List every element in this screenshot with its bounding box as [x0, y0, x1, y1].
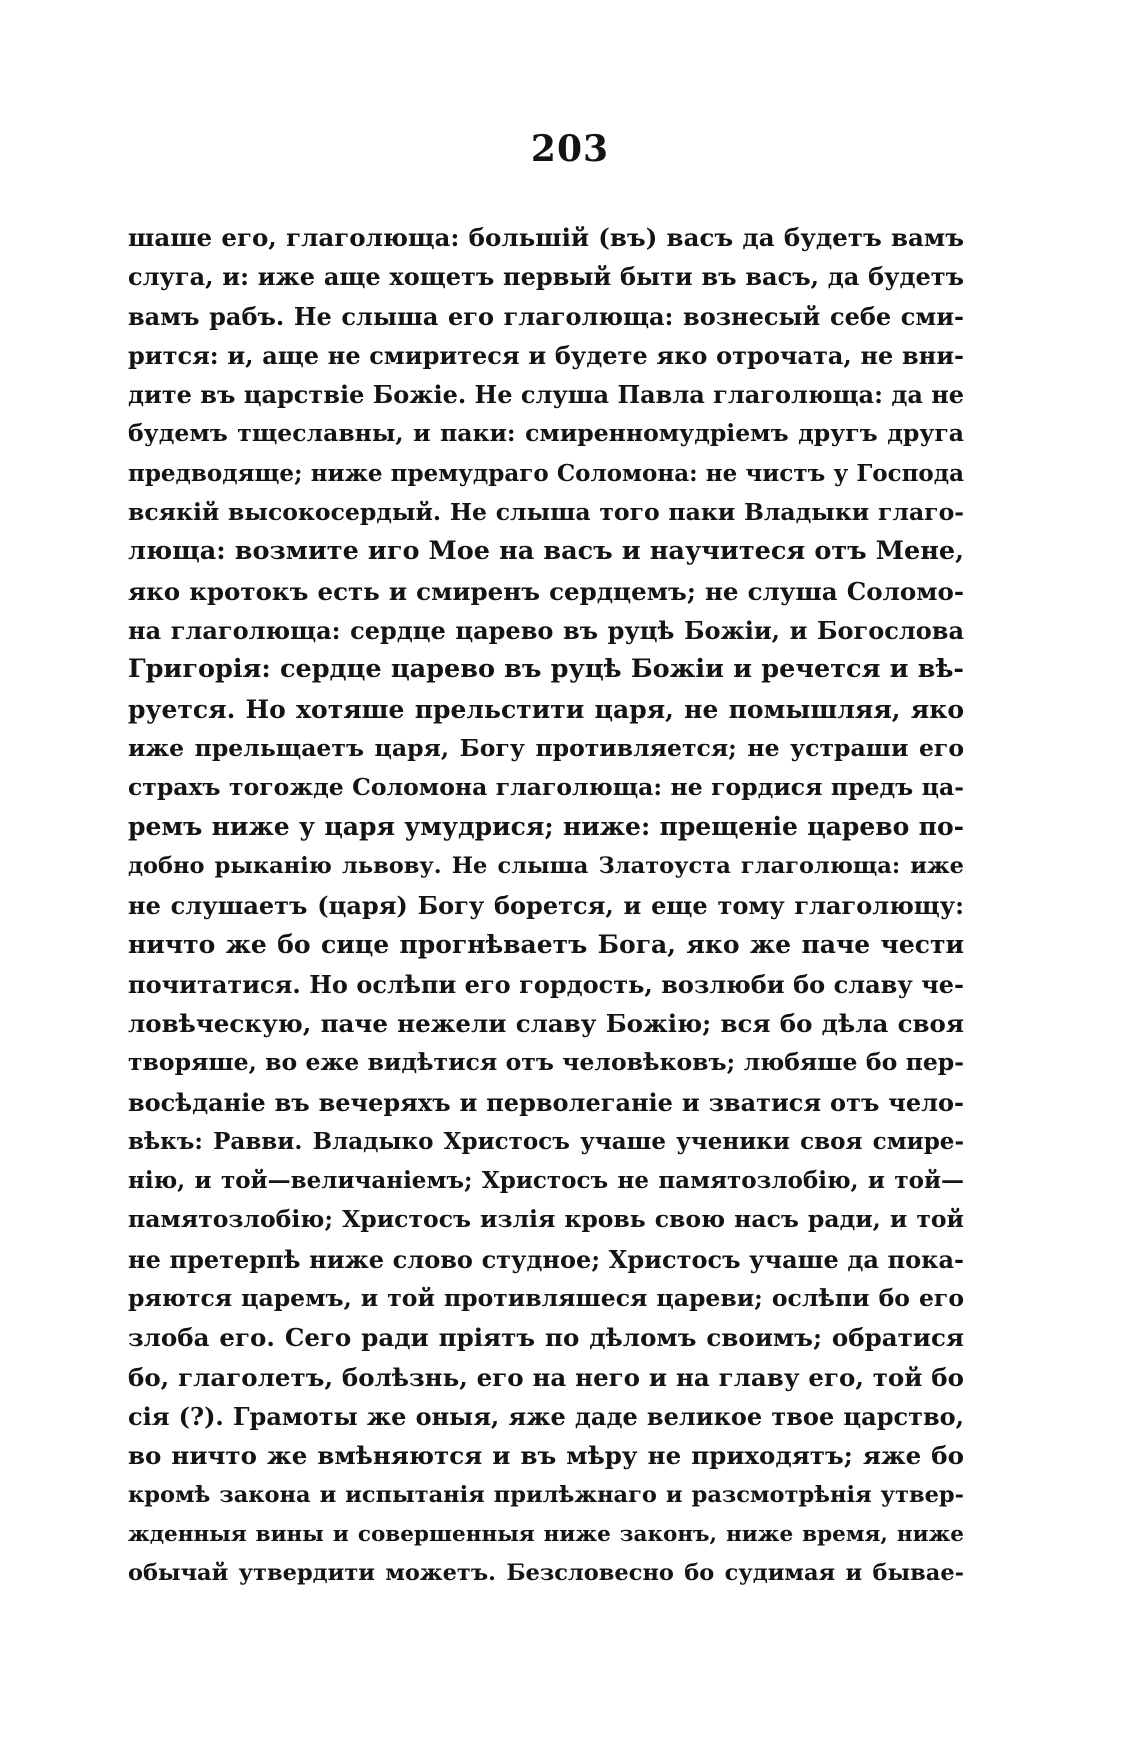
text-line: творяше, во еже видѣтися отъ человѣковъ; любяше бо пер- — [128, 1048, 964, 1077]
text-line: добно рыканію львову. Не слыша Златоуста глаголюща: иже — [128, 852, 964, 879]
text-line: иже прельщаетъ царя, Богу противляется; не устраши его — [128, 733, 964, 762]
text-line: ремъ ниже у царя умудрися; ниже: прещеніе царево по- — [128, 812, 964, 842]
text-line: дите въ царствіе Божіе. Не слуша Павла глаголюща: да не — [128, 380, 964, 410]
text-line: ловѣческую, паче нежели славу Божію; вся бо дѣла своя — [128, 1008, 964, 1038]
text-line: обычай утвердити можетъ. Безсловесно бо судимая и бывае- — [128, 1560, 964, 1587]
text-line: не претерпѣ ниже слово студное; Христосъ учаше да пока- — [128, 1244, 964, 1274]
text-line: всякій высокосердый. Не слыша того паки Владыки глаго- — [128, 498, 964, 527]
body-text — [128, 218, 964, 1593]
text-line: слуга, и: иже аще хощетъ первый быти въ васъ, да будетъ — [128, 262, 964, 292]
text-line: сія (?). Грамоты же оныя, яже даде великое твое царство, — [128, 1401, 964, 1431]
page-number: 203 — [530, 128, 610, 170]
text-line: не слушаетъ (царя) Богу борется, и еще тому глаголющу: — [128, 891, 964, 921]
text-line: руется. Но хотяше прельстити царя, не помышляя, яко — [128, 694, 964, 724]
text-line: предводяще; ниже премудраго Соломона: не чистъ у Господа — [128, 459, 964, 487]
text-line: Григорія: сердце царево въ руцѣ Божіи и речется и вѣ- — [128, 654, 964, 685]
text-line: во ничто же вмѣняются и въ мѣру не приходятъ; яже бо — [128, 1441, 964, 1471]
text-line: восѣданіе въ вечеряхъ и перволеганіе и зватися отъ чело- — [128, 1087, 964, 1117]
text-line: бо, глаголетъ, болѣзнь, его на него и на главу его, той бо — [128, 1362, 964, 1392]
text-line: почитатися. Но ослѣпи его гордость, возлюби бо славу че- — [128, 969, 964, 999]
text-line: ряются царемъ, и той противляшеся цареви; ослѣпи бо его — [128, 1284, 964, 1313]
text-line: будемъ тщеславны, и паки: смиренномудріемъ другъ друга — [128, 419, 964, 448]
text-line: на глаголюща: сердце царево въ руцѣ Божіи, и Богослова — [128, 615, 964, 645]
text-line: нію, и той—величаніемъ; Христосъ не памятозлобію, и той— — [128, 1167, 964, 1195]
text-line: злоба его. Сего ради пріятъ по дѣломъ своимъ; обратися — [128, 1323, 964, 1353]
text-line: яко кротокъ есть и смиренъ сердцемъ; не слуша Соломо- — [128, 576, 964, 606]
text-line: жденныя вины и совершенныя ниже законъ, ниже время, ниже — [128, 1521, 964, 1547]
text-line: памятозлобію; Христосъ излія кровь свою насъ ради, и той — [128, 1205, 964, 1234]
text-line: вамъ рабъ. Не слыша его глаголюща: вознесый себе сми- — [128, 301, 964, 331]
text-line: страхъ тогожде Соломона глаголюща: не гордися предъ ца- — [128, 773, 964, 802]
text-line: вѣкъ: Равви. Владыко Христосъ учаше ученики своя смире- — [128, 1127, 964, 1155]
text-line: рится: и, аще не смиритеся и будете яко отрочата, не вни- — [128, 340, 964, 370]
text-line: шаше его, глаголюща: большій (въ) васъ да будетъ вамъ — [128, 223, 964, 252]
text-line: люща: возмите иго Мое на васъ и научитеся отъ Мене, — [128, 536, 964, 567]
text-line: ничто же бо сице прогнѣваетъ Бога, яко же паче чести — [128, 930, 964, 960]
text-line: кромѣ закона и испытанія прилѣжнаго и разсмотрѣнія утвер- — [128, 1481, 964, 1508]
